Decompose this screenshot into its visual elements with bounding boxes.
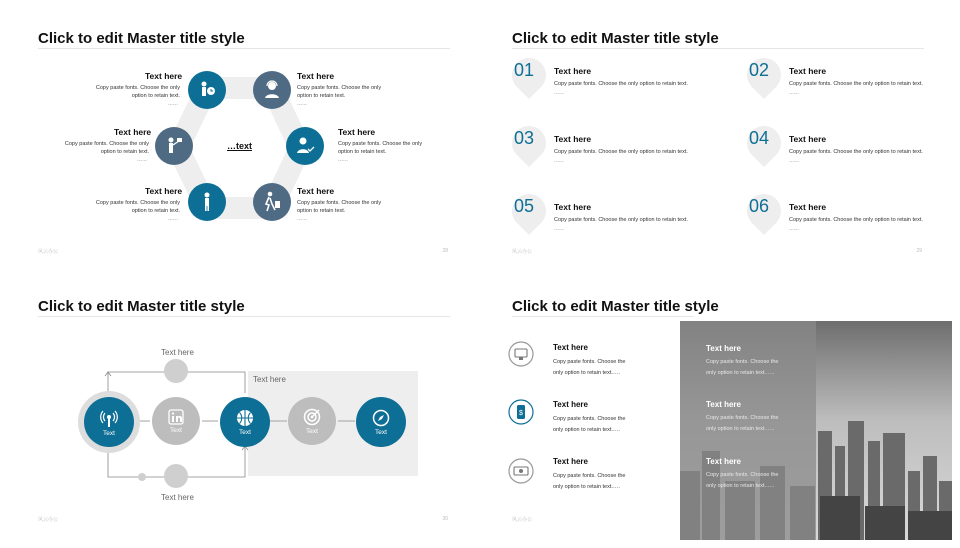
item-heading: Text here [789, 66, 827, 76]
item-number: 05 [514, 196, 535, 216]
item-dots: …… [137, 157, 147, 163]
item-line2: only option to retain text.…. [553, 484, 620, 490]
item-body: Copy paste fonts. Choose the only option to retain text. [554, 149, 688, 155]
circle-label: Text [170, 426, 182, 434]
page-number: 30 [442, 516, 448, 522]
item-heading: Text here [553, 343, 588, 352]
item-heading: Text here [789, 134, 827, 144]
item-heading: Text here [145, 186, 183, 196]
item-heading: Text here [297, 186, 335, 196]
title-divider [512, 48, 924, 49]
overlay-line2: only option to retain text.….. [706, 370, 775, 376]
item-heading: Text here [554, 66, 592, 76]
footer-brand: 风云办公 [38, 249, 59, 255]
circle-label: Text [306, 427, 318, 435]
slide-title[interactable]: Click to edit Master title style [38, 30, 245, 47]
support-agent-icon [253, 71, 291, 109]
slide-31[interactable] [474, 268, 944, 532]
overlay-heading: Text here [706, 344, 741, 353]
item-body: Copy paste fonts. Choose the only option to retain text. [789, 149, 923, 155]
circle-label: Text [239, 428, 251, 436]
person-clock-icon [188, 71, 226, 109]
item-body: Copy paste fonts. Choose the only option to retain text. [95, 200, 180, 214]
overlay-line2: only option to retain text.….. [706, 426, 775, 432]
item-number: 01 [514, 60, 535, 80]
item-heading: Text here [297, 71, 335, 81]
slide-30[interactable] [0, 268, 470, 532]
item-line2: only option to retain text.…. [553, 370, 620, 376]
item-number: 04 [749, 128, 770, 148]
broadcast-icon [84, 397, 134, 447]
item-dots: …… [297, 101, 307, 107]
item-heading: Text here [554, 202, 592, 212]
item-heading: Text here [114, 127, 152, 137]
page-number: 28 [442, 248, 448, 254]
item-dots: …… [554, 90, 564, 96]
item-dots: …… [554, 158, 564, 164]
item-line2: only option to retain text.…. [553, 427, 620, 433]
item-line1: Copy paste fonts. Choose the [553, 416, 626, 422]
page-number: 29 [916, 248, 922, 254]
overlay-heading: Text here [706, 457, 741, 466]
cash-icon [508, 458, 534, 484]
overlay-line1: Copy paste fonts. Choose the [706, 415, 779, 421]
item-heading: Text here [338, 127, 376, 137]
item-body: Copy paste fonts. Choose the only option to retain text. [297, 85, 382, 99]
overlay-line1: Copy paste fonts. Choose the [706, 472, 779, 478]
standing-person-icon [188, 183, 226, 221]
target-icon [288, 397, 336, 445]
center-label: …text [227, 141, 253, 151]
presenter-icon [155, 127, 193, 165]
item-body: Copy paste fonts. Choose the only option to retain text. [789, 81, 923, 87]
walking-luggage-icon [253, 183, 291, 221]
slide-29[interactable] [474, 0, 944, 264]
box-label: Text here [253, 375, 286, 384]
circle-label: Text [375, 428, 387, 436]
item-number: 03 [514, 128, 535, 148]
slide-title[interactable]: Click to edit Master title style [512, 30, 719, 47]
monitor-icon [508, 341, 534, 367]
title-divider [512, 316, 694, 317]
item-body: Copy paste fonts. Choose the only option to retain text. [789, 217, 923, 223]
item-line1: Copy paste fonts. Choose the [553, 359, 626, 365]
linkedin-icon [152, 397, 200, 445]
footer-brand: 风云办公 [512, 517, 533, 523]
phone-dollar-icon [508, 399, 534, 425]
item-heading: Text here [789, 202, 827, 212]
item-heading: Text here [145, 71, 183, 81]
item-body: Copy paste fonts. Choose the only option to retain text. [554, 217, 688, 223]
circle-label: Text [103, 429, 115, 437]
slide-title[interactable]: Click to edit Master title style [512, 298, 719, 315]
item-dots: …… [789, 226, 799, 232]
title-divider [38, 48, 450, 49]
overlay-line2: only option to retain text.….. [706, 483, 775, 489]
item-heading: Text here [554, 134, 592, 144]
item-dots: …… [789, 158, 799, 164]
top-label: Text here [161, 348, 194, 357]
item-body: Copy paste fonts. Choose the only option to retain text. [554, 81, 688, 87]
item-line1: Copy paste fonts. Choose the [553, 473, 626, 479]
item-dots: …… [297, 216, 307, 222]
slide-title[interactable]: Click to edit Master title style [38, 298, 245, 315]
overlay-line1: Copy paste fonts. Choose the [706, 359, 779, 365]
item-dots: …… [789, 90, 799, 96]
item-heading: Text here [553, 457, 588, 466]
footer-brand: 风云办公 [38, 517, 59, 523]
basketball-icon [220, 397, 270, 447]
bottom-label: Text here [161, 493, 194, 502]
item-number: 02 [749, 60, 770, 80]
compass-icon [356, 397, 406, 447]
item-body: Copy paste fonts. Choose the only option to retain text. [297, 200, 382, 214]
item-dots: …… [168, 216, 178, 222]
user-check-icon [286, 127, 324, 165]
item-body: Copy paste fonts. Choose the only option to retain text. [338, 141, 423, 155]
item-number: 06 [749, 196, 770, 216]
item-body: Copy paste fonts. Choose the only option to retain text. [95, 85, 180, 99]
slide-28[interactable] [0, 0, 470, 264]
footer-brand: 风云办公 [512, 249, 533, 255]
item-heading: Text here [553, 400, 588, 409]
item-dots: …… [168, 101, 178, 107]
item-dots: …… [554, 226, 564, 232]
item-dots: …… [338, 157, 348, 163]
overlay-heading: Text here [706, 400, 741, 409]
svg-text:$: $ [519, 410, 523, 417]
item-body: Copy paste fonts. Choose the only option to retain text. [64, 141, 149, 155]
